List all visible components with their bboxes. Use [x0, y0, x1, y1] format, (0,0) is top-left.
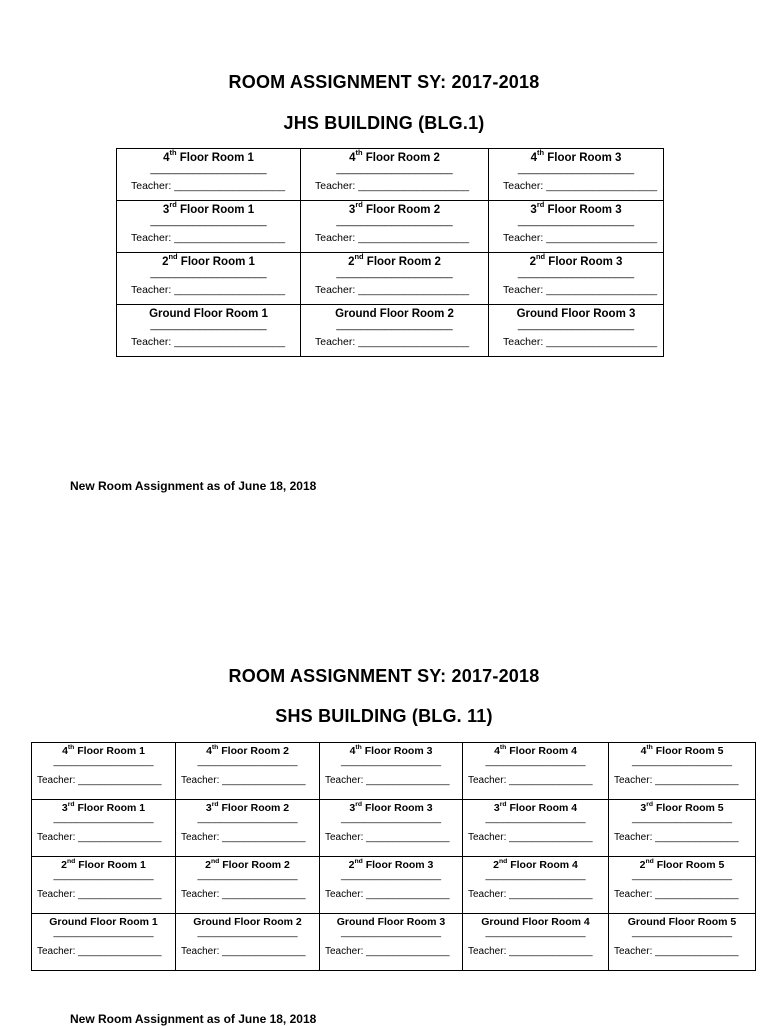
- section-name-blank: ___________________: [150, 164, 267, 175]
- jhs-room-cell: [489, 201, 664, 253]
- teacher-line: Teacher: _______________: [468, 889, 593, 900]
- room-label: [320, 914, 462, 928]
- room-label: [176, 914, 319, 928]
- floor-ordinal-suffix: th: [537, 148, 545, 158]
- section-name-blank: ___________________: [517, 164, 635, 175]
- teacher-line: Teacher: ___________________: [315, 336, 470, 348]
- room-name: Floor Room 4: [506, 802, 578, 814]
- room-name: Floor Room 1: [74, 802, 146, 814]
- room-name: Floor Room 2: [362, 204, 441, 216]
- section-name-blank: __________________: [485, 757, 586, 767]
- room-name: Ground Floor Room 2: [193, 916, 302, 928]
- shs-room-cell: [320, 743, 463, 800]
- floor-number: 4: [349, 745, 356, 757]
- floor-number: 4: [530, 152, 538, 164]
- floor-ordinal-suffix: rd: [67, 800, 75, 808]
- room-name: Ground Floor Room 3: [516, 308, 636, 320]
- room-label: [301, 305, 488, 320]
- section-name-blank: ___________________: [150, 320, 267, 331]
- room-name: Ground Floor Room 1: [149, 308, 268, 320]
- jhs-room-cell: [117, 253, 301, 305]
- floor-number: 3: [493, 802, 500, 814]
- room-label: [609, 857, 755, 871]
- section-name-blank: ___________________: [336, 216, 453, 227]
- section-name-blank: __________________: [197, 757, 298, 767]
- section-name-blank: __________________: [53, 757, 154, 767]
- floor-ordinal-suffix: th: [211, 743, 219, 751]
- shs-room-cell: [32, 914, 176, 971]
- teacher-line: Teacher: _______________: [614, 946, 739, 957]
- room-name: Floor Room 1: [74, 745, 145, 757]
- floor-ordinal-suffix: th: [355, 148, 363, 158]
- floor-ordinal-suffix: nd: [210, 857, 220, 865]
- section-name-blank: __________________: [485, 814, 586, 824]
- teacher-line: Teacher: _______________: [468, 946, 593, 957]
- floor-number: 2: [348, 859, 355, 871]
- room-label: [32, 857, 175, 871]
- room-label: [320, 743, 462, 757]
- floor-ordinal-suffix: nd: [354, 857, 363, 865]
- room-name: Floor Room 2: [363, 256, 441, 268]
- room-name: Ground Floor Room 4: [481, 916, 590, 928]
- shs-room-cell: [609, 800, 756, 857]
- teacher-line: Teacher: ___________________: [503, 336, 658, 348]
- room-label: [176, 743, 319, 757]
- shs-table-row: [32, 800, 756, 857]
- section-name-blank: __________________: [53, 871, 154, 881]
- room-name: Floor Room 3: [361, 745, 433, 757]
- room-label: [463, 914, 608, 928]
- shs-room-cell: [320, 800, 463, 857]
- floor-number: 2: [348, 256, 355, 268]
- section-name-blank: __________________: [197, 871, 298, 881]
- floor-ordinal-suffix: rd: [499, 800, 507, 808]
- teacher-line: Teacher: _______________: [325, 946, 450, 957]
- teacher-line: Teacher: ___________________: [131, 284, 286, 296]
- teacher-line: Teacher: _______________: [614, 889, 739, 900]
- jhs-room-cell: [117, 149, 301, 201]
- floor-number: 2: [529, 256, 536, 268]
- section-name-blank: __________________: [485, 928, 586, 938]
- shs-room-cell: [176, 914, 320, 971]
- shs-building-title: SHS BUILDING (BLG. 11): [275, 706, 493, 726]
- floor-number: 3: [348, 204, 356, 216]
- shs-room-cell: [463, 800, 609, 857]
- room-label: [32, 743, 175, 757]
- floor-number: 4: [494, 745, 500, 757]
- teacher-line: Teacher: _______________: [37, 889, 162, 900]
- floor-number: 2: [493, 859, 499, 871]
- section-name-blank: ___________________: [517, 320, 635, 331]
- floor-number: 3: [162, 204, 170, 216]
- jhs-room-cell: [489, 253, 664, 305]
- room-label: [320, 800, 462, 814]
- shs-room-cell: [463, 914, 609, 971]
- section-name-blank: ___________________: [336, 320, 453, 331]
- teacher-line: Teacher: _______________: [325, 832, 450, 843]
- room-label: [489, 305, 663, 320]
- teacher-line: Teacher: _______________: [37, 946, 162, 957]
- section-name-blank: __________________: [53, 928, 154, 938]
- shs-table-row: [32, 914, 756, 971]
- room-name: Floor Room 3: [362, 802, 433, 814]
- jhs-room-cell: [301, 305, 489, 357]
- teacher-line: Teacher: _______________: [37, 775, 162, 786]
- room-name: Floor Room 1: [177, 256, 255, 268]
- room-label: [176, 857, 319, 871]
- floor-number: 2: [639, 859, 646, 871]
- teacher-line: Teacher: _______________: [468, 775, 593, 786]
- jhs-page-title: ROOM ASSIGNMENT SY: 2017-2018: [228, 72, 540, 92]
- jhs-room-cell: [489, 305, 664, 357]
- floor-ordinal-suffix: nd: [168, 252, 178, 262]
- room-name: Floor Room 3: [544, 152, 622, 164]
- room-label: [117, 253, 300, 268]
- room-name: Floor Room 5: [652, 745, 724, 757]
- floor-ordinal-suffix: th: [67, 743, 75, 751]
- floor-number: 2: [162, 256, 169, 268]
- room-label: [301, 149, 488, 164]
- floor-ordinal-suffix: th: [169, 148, 177, 158]
- floor-number: 2: [205, 859, 211, 871]
- floor-ordinal-suffix: nd: [645, 857, 654, 865]
- floor-number: 4: [62, 745, 68, 757]
- room-label: [489, 201, 663, 216]
- jhs-room-cell: [489, 149, 664, 201]
- room-name: Ground Floor Room 3: [336, 916, 446, 928]
- room-label: [32, 800, 175, 814]
- floor-ordinal-suffix: th: [355, 743, 362, 751]
- room-label: [301, 201, 488, 216]
- shs-new-assignment-note: New Room Assignment as of June 18, 2018: [70, 1012, 317, 1026]
- floor-ordinal-suffix: rd: [646, 800, 654, 808]
- room-name: Ground Floor Room 1: [49, 916, 158, 928]
- room-name: Floor Room 2: [362, 152, 440, 164]
- floor-ordinal-suffix: rd: [169, 200, 177, 210]
- shs-room-cell: [32, 857, 176, 914]
- room-label: [117, 149, 300, 164]
- floor-ordinal-suffix: nd: [498, 857, 508, 865]
- floor-number: 4: [349, 152, 356, 164]
- floor-ordinal-suffix: rd: [211, 800, 219, 808]
- room-name: Floor Room 1: [176, 152, 254, 164]
- shs-room-table: [31, 742, 756, 971]
- room-name: Floor Room 1: [176, 204, 255, 216]
- teacher-line: Teacher: ___________________: [503, 180, 658, 192]
- section-name-blank: __________________: [631, 928, 733, 938]
- shs-room-cell: [609, 857, 756, 914]
- room-label: [489, 149, 663, 164]
- section-name-blank: ___________________: [336, 268, 453, 279]
- room-name: Floor Room 5: [653, 802, 724, 814]
- room-name: Floor Room 3: [545, 256, 623, 268]
- section-name-blank: __________________: [631, 757, 733, 767]
- teacher-line: Teacher: _______________: [325, 889, 450, 900]
- room-label: [463, 857, 608, 871]
- room-name: Floor Room 3: [362, 859, 434, 871]
- teacher-line: Teacher: _______________: [181, 889, 306, 900]
- room-name: Ground Floor Room 2: [335, 308, 454, 320]
- teacher-line: Teacher: ___________________: [315, 232, 470, 244]
- shs-page-title: ROOM ASSIGNMENT SY: 2017-2018: [228, 666, 540, 686]
- floor-ordinal-suffix: th: [499, 743, 507, 751]
- section-name-blank: ___________________: [336, 164, 453, 175]
- room-label: [117, 201, 300, 216]
- shs-room-cell: [176, 743, 320, 800]
- floor-ordinal-suffix: rd: [355, 200, 363, 210]
- teacher-line: Teacher: ___________________: [315, 284, 470, 296]
- jhs-new-assignment-note: New Room Assignment as of June 18, 2018: [70, 479, 317, 493]
- teacher-line: Teacher: ___________________: [131, 232, 286, 244]
- jhs-room-cell: [117, 305, 301, 357]
- floor-ordinal-suffix: th: [646, 743, 653, 751]
- teacher-line: Teacher: ___________________: [131, 180, 286, 192]
- floor-number: 3: [61, 802, 68, 814]
- shs-table-row: [32, 857, 756, 914]
- section-name-blank: ___________________: [150, 216, 267, 227]
- teacher-line: Teacher: _______________: [37, 832, 162, 843]
- section-name-blank: __________________: [631, 814, 733, 824]
- jhs-table-row: [117, 201, 664, 253]
- room-name: Floor Room 1: [75, 859, 146, 871]
- jhs-table-row: [117, 149, 664, 201]
- room-label: [301, 253, 488, 268]
- shs-room-cell: [609, 743, 756, 800]
- jhs-building-title: JHS BUILDING (BLG.1): [283, 113, 485, 133]
- section-name-blank: __________________: [340, 757, 442, 767]
- teacher-line: Teacher: _______________: [181, 946, 306, 957]
- room-label: [463, 800, 608, 814]
- teacher-line: Teacher: _______________: [181, 775, 306, 786]
- room-label: [320, 857, 462, 871]
- room-name: Floor Room 4: [507, 859, 578, 871]
- room-name: Floor Room 5: [653, 859, 725, 871]
- floor-ordinal-suffix: nd: [66, 857, 76, 865]
- floor-number: 4: [163, 152, 170, 164]
- floor-number: 2: [61, 859, 67, 871]
- section-name-blank: __________________: [340, 814, 442, 824]
- floor-ordinal-suffix: rd: [355, 800, 363, 808]
- teacher-line: Teacher: ___________________: [503, 232, 658, 244]
- room-name: Floor Room 2: [218, 802, 290, 814]
- floor-number: 4: [206, 745, 212, 757]
- room-label: [463, 743, 608, 757]
- section-name-blank: __________________: [485, 871, 586, 881]
- room-label: [489, 253, 663, 268]
- section-name-blank: ___________________: [517, 216, 635, 227]
- floor-number: 3: [640, 802, 647, 814]
- shs-room-cell: [463, 857, 609, 914]
- room-label: [609, 914, 755, 928]
- shs-room-cell: [609, 914, 756, 971]
- room-label: [117, 305, 300, 320]
- room-label: [176, 800, 319, 814]
- jhs-room-cell: [117, 201, 301, 253]
- floor-number: 3: [530, 204, 537, 216]
- teacher-line: Teacher: ___________________: [315, 180, 470, 192]
- room-name: Floor Room 4: [506, 745, 577, 757]
- teacher-line: Teacher: _______________: [614, 775, 739, 786]
- jhs-room-cell: [301, 253, 489, 305]
- floor-number: 4: [640, 745, 647, 757]
- shs-room-cell: [176, 857, 320, 914]
- floor-ordinal-suffix: rd: [536, 200, 545, 210]
- section-name-blank: ___________________: [150, 268, 267, 279]
- room-name: Floor Room 2: [219, 859, 290, 871]
- shs-table-row: [32, 743, 756, 800]
- jhs-table-row: [117, 305, 664, 357]
- teacher-line: Teacher: _______________: [325, 775, 450, 786]
- jhs-table-row: [117, 253, 664, 305]
- shs-room-cell: [463, 743, 609, 800]
- room-name: Floor Room 3: [544, 204, 622, 216]
- room-label: [609, 800, 755, 814]
- section-name-blank: __________________: [197, 814, 298, 824]
- jhs-room-cell: [301, 201, 489, 253]
- section-name-blank: __________________: [197, 928, 298, 938]
- room-name: Ground Floor Room 5: [627, 916, 737, 928]
- jhs-room-table: [116, 148, 664, 357]
- floor-ordinal-suffix: nd: [535, 252, 546, 262]
- shs-room-cell: [320, 914, 463, 971]
- teacher-line: Teacher: _______________: [468, 832, 593, 843]
- shs-room-cell: [32, 743, 176, 800]
- jhs-room-cell: [301, 149, 489, 201]
- room-label: [609, 743, 755, 757]
- shs-room-cell: [176, 800, 320, 857]
- floor-number: 3: [349, 802, 356, 814]
- floor-number: 3: [205, 802, 212, 814]
- floor-ordinal-suffix: nd: [354, 252, 364, 262]
- teacher-line: Teacher: _______________: [181, 832, 306, 843]
- shs-room-cell: [32, 800, 176, 857]
- section-name-blank: __________________: [340, 928, 442, 938]
- teacher-line: Teacher: ___________________: [503, 284, 658, 296]
- section-name-blank: __________________: [53, 814, 154, 824]
- section-name-blank: ___________________: [517, 268, 635, 279]
- section-name-blank: __________________: [340, 871, 442, 881]
- shs-room-cell: [320, 857, 463, 914]
- teacher-line: Teacher: _______________: [614, 832, 739, 843]
- teacher-line: Teacher: ___________________: [131, 336, 286, 348]
- section-name-blank: __________________: [631, 871, 733, 881]
- room-label: [32, 914, 175, 928]
- room-name: Floor Room 2: [218, 745, 289, 757]
